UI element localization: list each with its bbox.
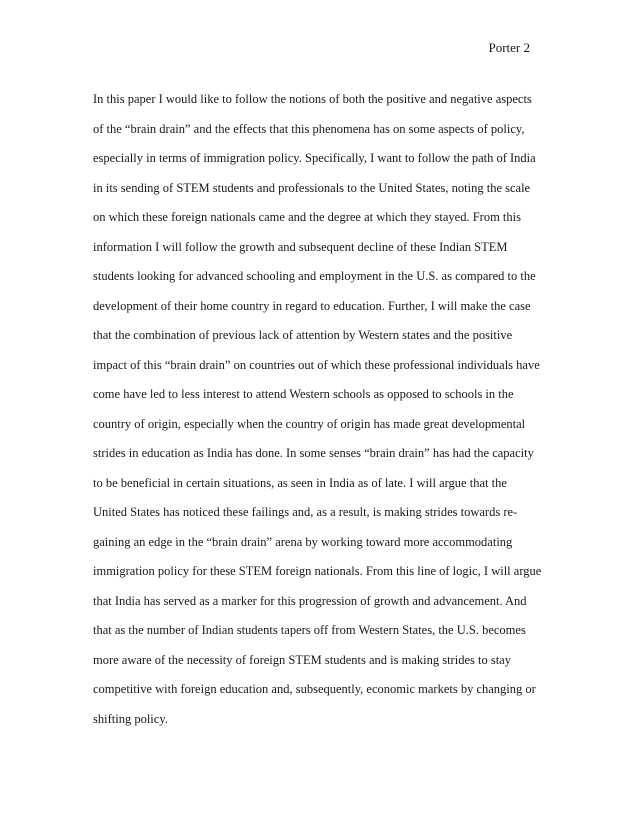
text-line: impact of this “brain drain” on countries out of which these professional individuals have [93, 357, 540, 372]
text-line: that as the number of Indian students tapers off from Western States, the U.S. becomes [93, 623, 526, 637]
text-line: shifting policy. [93, 711, 168, 726]
text-line: gaining an edge in the “brain drain” arena by working toward more accommodating [93, 534, 513, 549]
text-line: to be beneficial in certain situations, as seen in India as of late. I will argue that the [93, 475, 507, 490]
text-line: immigration policy for these STEM foreign nationals. From this line of logic, I will argue [93, 564, 542, 578]
body-paragraph [93, 91, 553, 740]
text-line: In this paper I would like to follow the notions of both the positive and negative aspects [93, 92, 532, 106]
text-line: information I will follow the growth and subsequent decline of these Indian STEM [93, 239, 508, 254]
text-line: in its sending of STEM students and professionals to the United States, noting the scale [93, 180, 531, 195]
text-line: that the combination of previous lack of attention by Western states and the positive [93, 328, 513, 342]
text-line: development of their home country in regard to education. Further, I will make the case [93, 298, 531, 313]
text-line: come have led to less interest to attend Western schools as opposed to schools in the [93, 387, 514, 401]
text-line: more aware of the necessity of foreign STEM students and is making strides to stay [93, 652, 511, 667]
text-line: that India has served as a marker for this progression of growth and advancement. And [93, 593, 527, 608]
text-line: country of origin, especially when the country of origin has made great developmental [93, 416, 526, 431]
text-line: strides in education as India has done. In some senses “brain drain” has had the capacity [93, 446, 534, 460]
text-line: of the “brain drain” and the effects that this phenomena has on some aspects of policy, [93, 121, 525, 136]
text-line: students looking for advanced schooling and employment in the U.S. as compared to the [93, 269, 536, 283]
text-line: especially in terms of immigration policy. Specifically, I want to follow the path of India [93, 151, 536, 165]
running-header: Porter 2 [488, 40, 530, 55]
text-line: on which these foreign nationals came and the degree at which they stayed. From this [93, 210, 521, 224]
text-line: competitive with foreign education and, subsequently, economic markets by changing or [93, 682, 536, 696]
text-line: United States has noticed these failings and, as a result, is making strides towards re- [93, 505, 518, 519]
